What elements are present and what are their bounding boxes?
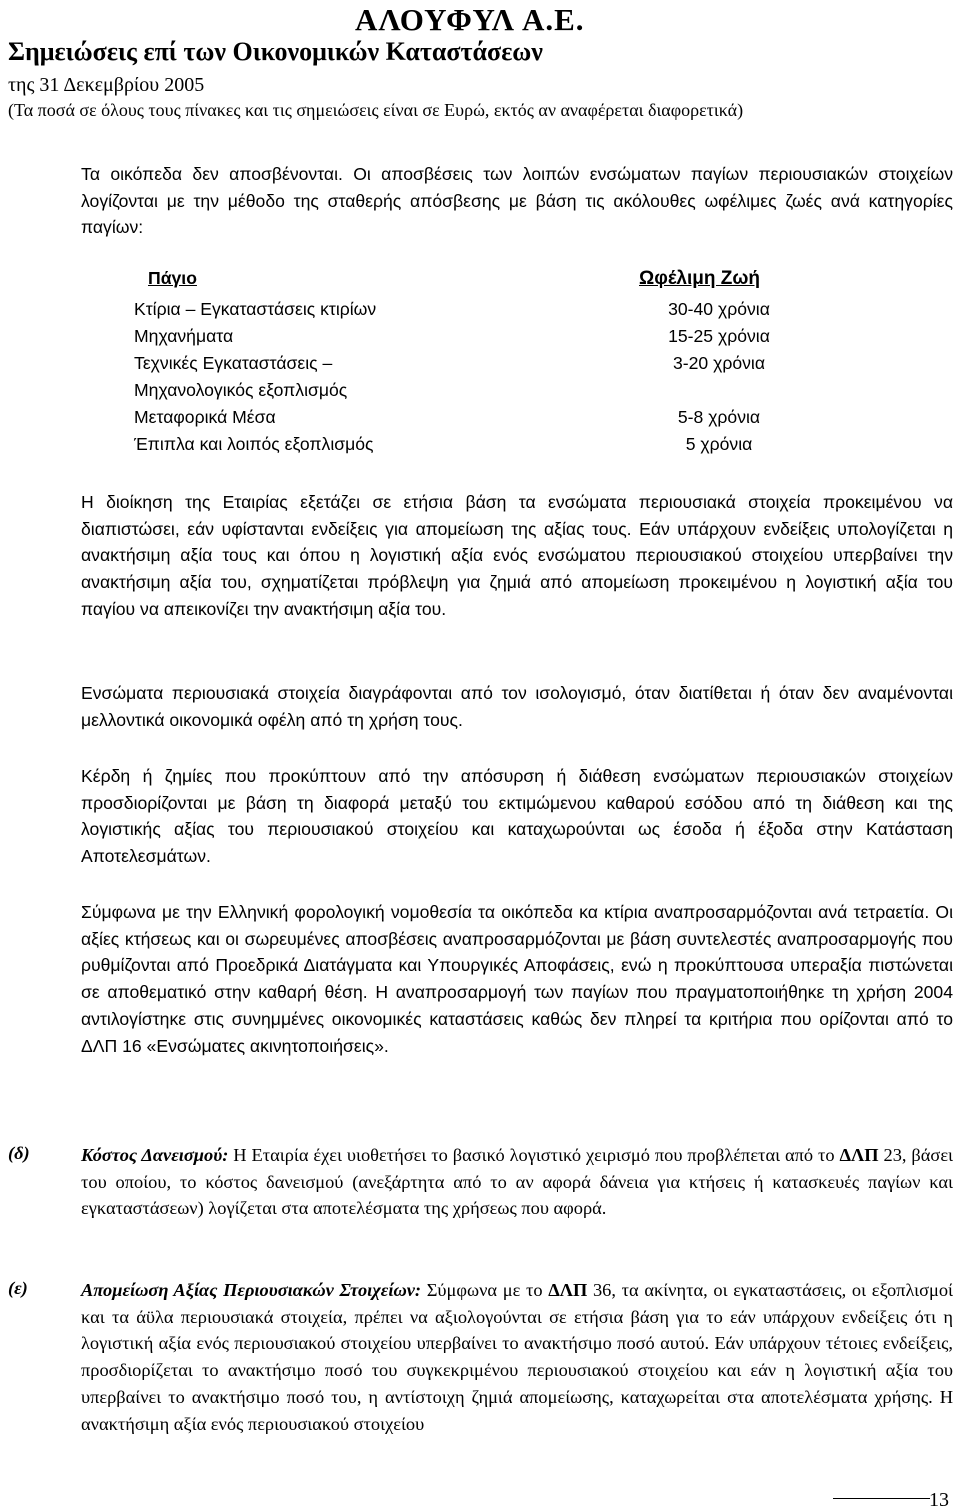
company-name: ΑΛΟΥΦΥΛ Α.Ε. [355, 2, 585, 37]
table-row-life: 30-40 χρόνια [668, 299, 770, 319]
currency-note: (Τα ποσά σε όλους τους πίνακες και τις σημειώσεις είναι σε Ευρώ, εκτός αν αναφέρεται διαφορετικά) [8, 100, 744, 120]
date-line: της 31 Δεκεμβρίου 2005 [8, 74, 205, 96]
table-row-asset: Κτίρια – Εγκαταστάσεις κτιρίων [134, 299, 377, 319]
impairment-review-paragraph: Η διοίκηση της Εταιρίας εξετάζει σε ετήσια βάση τα ενσώματα περιουσιακά στοιχεία προκειμένου να διαπιστώσει, εάν υφίστανται ενδείξεις για απομείωση της αξίας τους. Εάν υπάρχουν ενδείξεις υπολογίζεται η ανακτήσιμη αξία τους και όπου η λογιστική αξία ενός ενσώματου περιουσιακού στοιχείου υπερβαίνει την ανακτήσιμη αξία του, σχηματίζεται πρόβλεψη για ζημιά από απομείωση προκειμένου η λογιστική αξία του παγίου να απεικονίζει την ανακτήσιμη αξία του. [81, 492, 953, 619]
table-row-life: 5 χρόνια [685, 434, 753, 454]
useful-life-column-header: Ωφέλιμη Ζωή [639, 268, 761, 289]
ias-reference: ΔΛΠ [839, 1145, 879, 1165]
borrowing-costs-heading: Κόστος Δανεισμού: [81, 1145, 229, 1165]
table-row-life: 15-25 χρόνια [668, 326, 770, 346]
table-row-asset: Τεχνικές Εγκαταστάσεις – Μηχανολογικός εξοπλισμός [134, 353, 348, 400]
impairment-text-2: 36, τα ακίνητα, οι εγκαταστάσεις, οι εξοπλισμοί και τα άϋλα περιουσιακά στοιχεία, πρέπει να αξιολογούνται σε ετήσια βάση για το εάν υπάρχουν ενδείξεις ότι η λογιστική αξία ενός περιουσιακού στοιχείου υπερβαίνει το ανακτήσιμο ποσό αυτού. Εάν υπάρχουν τέτοιες ενδείξεις, προσδιορίζεται το ανακτήσιμο ποσό του συγκεκριμένου περιουσιακού στοιχείου και εάν η λογιστική αξία του υπερβαίνει το ανακτήσιμο ποσό του, η αντίστοιχη ζημιά απομείωσης, καταχωρείται στα αποτελέσματα χρήσης. Η ανακτήσιμη αξία ενός περιουσιακού στοιχείου [81, 1280, 953, 1434]
section-d-label: (δ) [8, 1143, 30, 1163]
section-e-label: (ε) [8, 1278, 28, 1298]
page-title: Σημειώσεις επί των Οικονομικών Καταστάσεων [8, 37, 543, 66]
gains-losses-paragraph: Κέρδη ή ζημίες που προκύπτουν από την απόσυρση ή διάθεση ενσώματων περιουσιακών στοιχείων προσδιορίζονται με βάση τη διαφορά μεταξύ του εκτιμώμενου καθαρού εσόδου από τη διάθεση και της λογιστικής αξίας του περιουσιακού στοιχείου και καταχωρούνται ως έσοδα ή έξοδα στην Κατάσταση Αποτελεσμάτων. [81, 766, 953, 867]
intro-paragraph: Τα οικόπεδα δεν αποσβένονται. Οι αποσβέσεις των λοιπών ενσώματων παγίων περιουσιακών στοιχείων λογίζονται με την μέθοδο της σταθερής απόσβεσης με βάση τις ακόλουθες ωφέλιμες ζωές ανά κατηγορίες παγίων: [81, 164, 953, 238]
derecognition-paragraph: Ενσώματα περιουσιακά στοιχεία διαγράφονται από τον ισολογισμό, όταν διατίθεται ή όταν δεν αναμένονται μελλοντικά οικονομικά οφέλη από τη χρήση τους. [81, 683, 953, 730]
footer-divider [833, 1498, 930, 1499]
borrowing-costs-text-2: 23, βάσει του οποίου, το κόστος δανεισμού (ανεξάρτητα από το αν αφορά δάνεια για κτήσεις ή κατασκευές παγίων και εγκαταστάσεων) λογίζεται στα αποτελέσματα της χρήσεως που αφορά. [81, 1145, 953, 1219]
table-row-life: 5-8 χρόνια [677, 407, 761, 427]
borrowing-costs-text-1: Η Εταιρία έχει υιοθετήσει το βασικό λογιστικό χειρισμό που προβλέπεται από το [228, 1145, 840, 1165]
revaluation-paragraph: Σύμφωνα με την Ελληνική φορολογική νομοθεσία τα οικόπεδα κα κτίρια αναπροσαρμόζονται ανά τετραετία. Οι αξίες κτήσεως και οι σωρευμένες αποσβέσεις αναπροσαρμόζονται με βάση συντελεστές αναπροσαρμογής που ρυθμίζονται από Προεδρικά Διατάγματα και Υπουργικές Αποφάσεις, ενώ η προκύπτουσα υπεραξία πιστώνεται σε αποθεματικό στην καθαρή θέση. Η αναπροσαρμογή των παγίων που πραγματοποιήθηκε τη χρήση 2004 αντιλογίστηκε στις συνημμένες οικονομικές καταστάσεις καθώς δεν πληρεί τα κριτήρια που ορίζονται από το ΔΛΠ 16 «Ενσώματες ακινητοποιήσεις». [81, 902, 953, 1056]
table-row-asset: Μηχανήματα [134, 326, 234, 346]
table-row-life: 3-20 χρόνια [672, 353, 765, 373]
impairment-heading: Απομείωση Αξίας Περιουσιακών Στοιχείων: [81, 1280, 422, 1300]
impairment-paragraph [81, 1277, 953, 1437]
borrowing-costs-paragraph [81, 1142, 953, 1222]
ias-reference: ΔΛΠ [548, 1280, 588, 1300]
table-row-asset: Μεταφορικά Μέσα [134, 407, 276, 427]
table-row-asset: Έπιπλα και λοιπός εξοπλισμός [134, 434, 374, 454]
page-number: 13 [929, 1489, 949, 1511]
impairment-text-1: Σύμφωνα με το [421, 1280, 549, 1300]
asset-column-header: Πάγιο [148, 268, 197, 288]
